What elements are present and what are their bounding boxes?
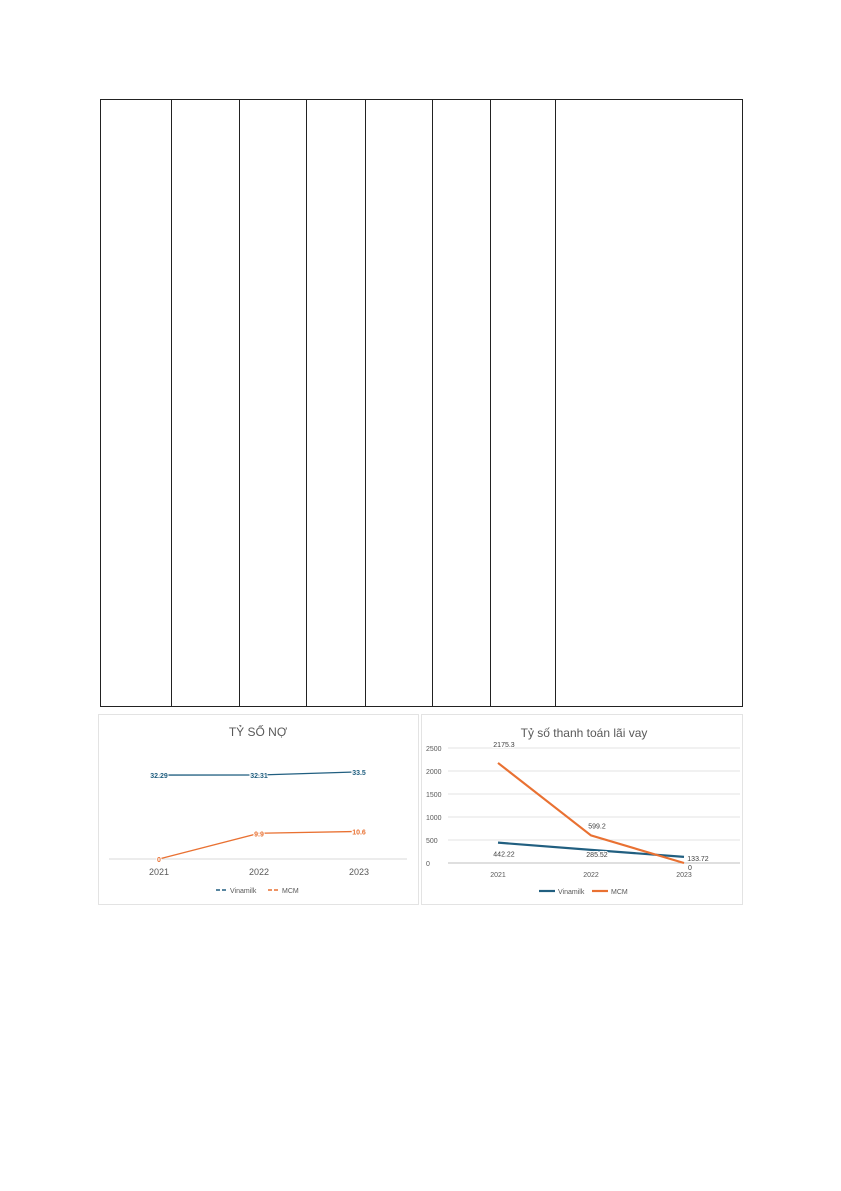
- data-label: 32.29: [150, 773, 168, 781]
- data-label: 599.2: [588, 823, 606, 831]
- interest-coverage-chart-svg: [422, 715, 742, 904]
- debt-ratio-chart-svg: [99, 715, 418, 904]
- table-cell: [433, 100, 491, 707]
- data-label: 0: [157, 857, 161, 864]
- x-tick-label: 2023: [676, 872, 692, 879]
- empty-table: [100, 99, 743, 707]
- data-label: 133.72: [687, 855, 709, 863]
- data-label: 285.52: [586, 851, 608, 859]
- data-label: 0: [688, 865, 692, 872]
- data-label: 33.5: [352, 769, 366, 777]
- y-tick-label: 0: [426, 861, 430, 868]
- x-tick-label: 2021: [490, 872, 506, 879]
- y-tick-label: 1000: [426, 815, 442, 822]
- y-tick-label: 2000: [426, 769, 442, 776]
- x-tick-label: 2021: [148, 867, 170, 877]
- table-cell: [556, 100, 743, 707]
- table-cell: [172, 100, 240, 707]
- y-tick-label: 500: [426, 838, 438, 845]
- legend-label: Vinamilk: [230, 888, 257, 895]
- chart-title: Tỷ số thanh toán lãi vay: [520, 726, 648, 740]
- legend-label: MCM: [611, 889, 628, 896]
- legend-label: MCM: [282, 888, 299, 895]
- table-cell: [307, 100, 366, 707]
- table-cell: [101, 100, 172, 707]
- table-row: [101, 100, 743, 707]
- y-tick-label: 1500: [426, 792, 442, 799]
- chart-title: TỶ SỐ NỢ: [228, 725, 288, 739]
- x-tick-label: 2023: [348, 867, 370, 877]
- data-label: 2175.3: [493, 741, 515, 749]
- y-tick-label: 2500: [426, 746, 442, 753]
- data-label: 32.31: [250, 772, 268, 780]
- data-label: 442.22: [493, 851, 515, 859]
- x-tick-label: 2022: [248, 867, 270, 877]
- debt-ratio-chart: [98, 714, 419, 905]
- series-line-mcm: [498, 763, 684, 863]
- data-label: 9.9: [254, 831, 264, 839]
- x-tick-label: 2022: [583, 872, 599, 879]
- interest-coverage-chart: [421, 714, 743, 905]
- table-cell: [366, 100, 433, 707]
- table-cell: [240, 100, 307, 707]
- table-cell: [491, 100, 556, 707]
- legend-label: Vinamilk: [558, 889, 585, 896]
- data-label: 10.6: [352, 829, 366, 837]
